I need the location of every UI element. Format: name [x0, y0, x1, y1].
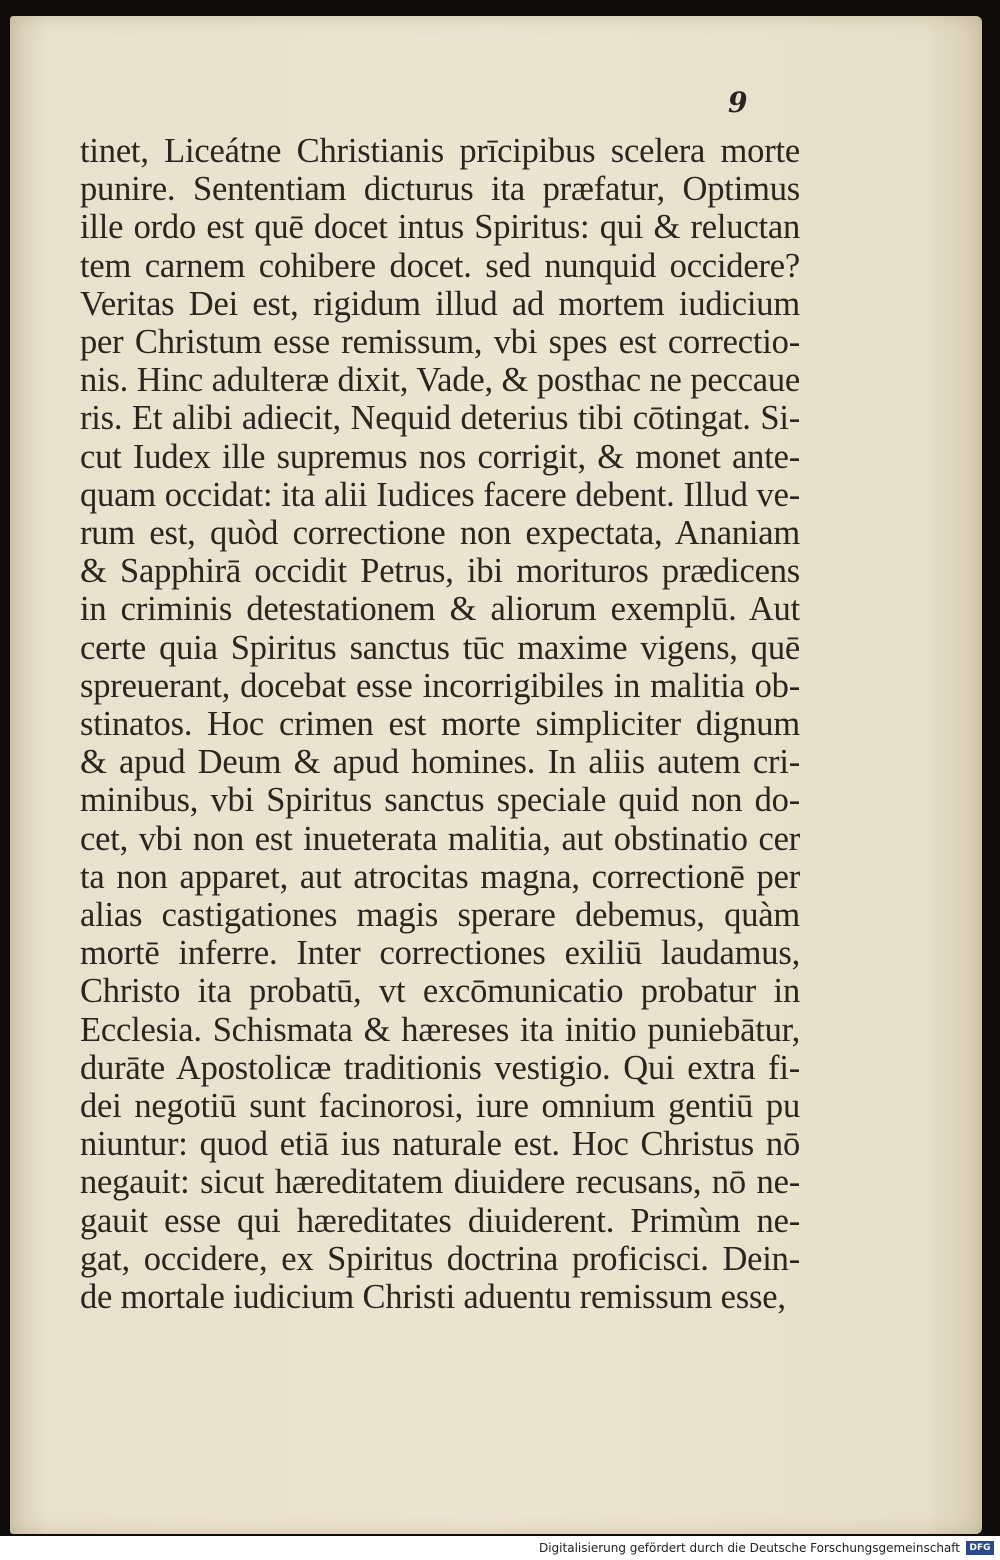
text-line: tinet, Liceátne Christianis prīcipibus scelera morte	[80, 132, 800, 170]
text-line: & apud Deum & apud homines. In aliis autem cri-	[80, 743, 800, 782]
text-line: quam occidat: ita alii Iudices facere debent. Illud ve-	[80, 475, 800, 514]
text-line: cet, vbi non est inueterata malitia, aut obstinatio cer	[80, 819, 800, 858]
text-line: gauit esse qui hæreditates diuiderent. Primùm ne-	[80, 1201, 800, 1240]
book-page	[10, 16, 982, 1534]
text-line: cut Iudex ille supremus nos corrigit, & monet ante-	[80, 437, 800, 476]
text-line: alias castigationes magis sperare debemus, quàm	[80, 896, 800, 935]
text-line: mortē inferre. Inter correctiones exiliū laudamus,	[80, 934, 800, 973]
text-line: ta non apparet, aut atrocitas magna, correctionē per	[80, 857, 800, 896]
text-line: rum est, quòd correctione non expectata, Ananiam	[80, 514, 800, 553]
page-number: 9	[728, 86, 748, 119]
text-line: minibus, vbi Spiritus sanctus speciale quid non do-	[80, 781, 800, 820]
text-line: in criminis detestationem & aliorum exemplū. Aut	[80, 590, 800, 629]
text-line: ille ordo est quē docet intus Spiritus: qui & reluctan	[80, 208, 800, 247]
text-line: punire. Sententiam dicturus ita præfatur, Optimus	[80, 170, 800, 209]
text-line: Ecclesia. Schismata & hæreses ita initio puniebātur,	[80, 1010, 800, 1049]
text-line: niuntur: quod etiā ius naturale est. Hoc Christus nō	[80, 1125, 800, 1164]
text-line: negauit: sicut hæreditatem diuidere recusans, nō ne-	[80, 1163, 800, 1202]
text-line: de mortale iudicium Christi aduentu remissum esse,	[80, 1278, 786, 1317]
text-line: & Sapphirā occidit Petrus, ibi morituros prædicens	[80, 552, 800, 591]
text-line: dei negotiū sunt facinorosi, iure omnium gentiū pu	[80, 1087, 800, 1126]
text-line: durāte Apostolicæ traditionis vestigio. Qui extra fi-	[80, 1048, 800, 1087]
text-line: spreuerant, docebat esse incorrigibiles in malitia ob-	[80, 666, 800, 705]
text-line: gat, occidere, ex Spiritus doctrina proficisci. Dein-	[80, 1239, 800, 1278]
text-line: ris. Et alibi adiecit, Nequid deterius tibi cōtingat. Si-	[80, 399, 800, 438]
text-line: per Christum esse remissum, vbi spes est correctio-	[80, 323, 800, 362]
text-line: tem carnem cohibere docet. sed nunquid occidere?	[80, 246, 800, 285]
body-text	[80, 132, 800, 1316]
text-line: stinatos. Hoc crimen est morte simpliciter dignum	[80, 705, 800, 744]
dfg-logo: DFG	[966, 1541, 994, 1555]
funding-credit: Digitalisierung gefördert durch die Deutsche Forschungsgemeinschaft	[538, 1541, 960, 1555]
text-line: certe quia Spiritus sanctus tūc maxime vigens, quē	[80, 628, 800, 667]
text-line: Christo ita probatū, vt excōmunicatio probatur in	[80, 972, 800, 1011]
digitization-footer	[0, 1536, 1000, 1560]
text-line: nis. Hinc adulteræ dixit, Vade, & posthac ne peccaue	[80, 361, 800, 400]
text-line: Veritas Dei est, rigidum illud ad mortem iudicium	[80, 284, 800, 323]
